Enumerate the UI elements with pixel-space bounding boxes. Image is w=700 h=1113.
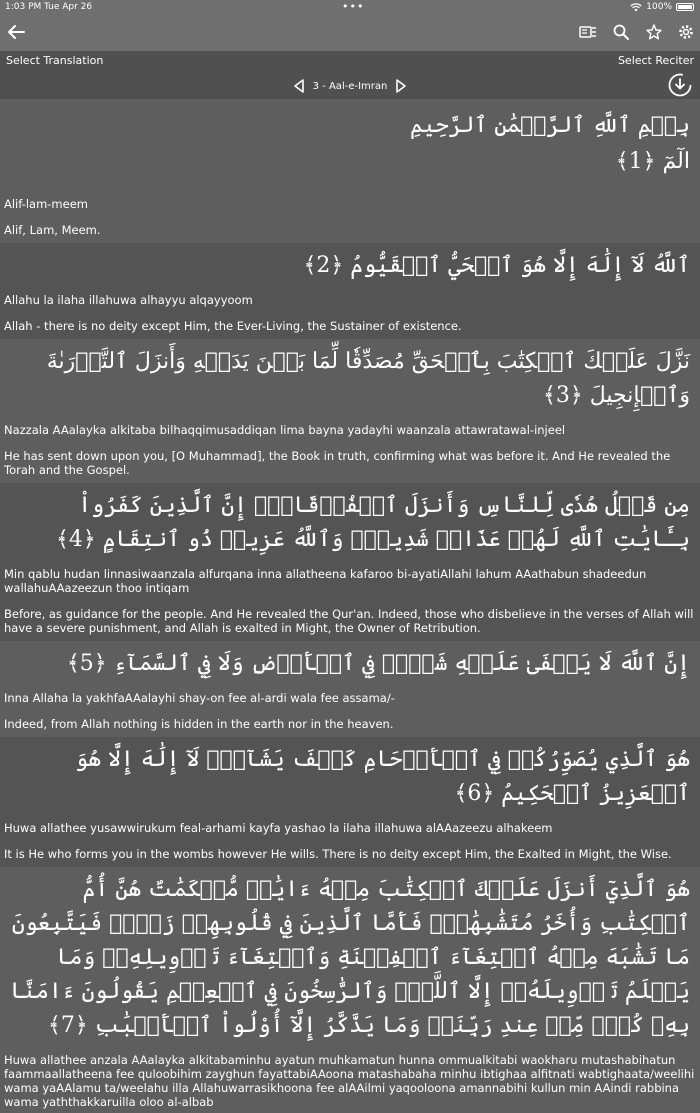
verse-block-2[interactable] [0, 243, 700, 339]
bismillah: بِسۡمِ ٱللَّهِ ٱلرَّحۡمَٰنِ ٱلرَّحِيمِ [409, 113, 690, 138]
verse-transliteration: Nazzala AAalayka alkitaba bilhaqqimusaddiqan lima bayna yadayhi waanzala attawratawal-injeel [4, 423, 566, 437]
verse-translation: It is He who forms you in the wombs however He wills. There is no deity except Him, the Exalted in Might, the Wise. [4, 847, 672, 861]
verse-block-3[interactable] [0, 339, 700, 483]
verse-transliteration: Inna Allaha la yakhfaAAalayhi shay-on fee al-ardi wala fee assama/- [4, 691, 395, 705]
verse-arabic: هُوَ ٱلَّذِيٓ أَنزَلَ عَلَيۡكَ ٱلۡكِتَٰبَ مِنۡهُ ءَايَٰتٞ مُّحۡكَمَٰتٌ هُنَّ أُمُّ ٱلۡكِتَٰبِ وَأُخَرُ مُتَشَٰبِهَٰتٞۖ فَأَمَّا ٱلَّذِينَ فِي قُلُوبِهِمۡ زَيۡغٞ فَيَتَّبِعُونَ مَا تَشَٰبَهَ مِنۡهُ ٱبۡتِغَآءَ ٱلۡفِتۡنَةِ وَٱبۡتِغَآءَ تَأۡوِيلِهِۦۖ وَمَا يَعۡلَمُ تَأۡوِيلَهُۥٓ إِلَّا ٱللَّهُۗ وَٱلرَّٰسِخُونَ فِي ٱلۡعِلۡمِ يَقُولُونَ ءَامَنَّا بِهِۦ كُلّٞ مِّنۡ عِندِ رَبِّنَاۗ وَمَا يَذَّكَّرُ إِلَّآ أُوْلُواْ ٱلۡأَلۡبَٰبِ ﴿7﴾ [10, 877, 690, 1038]
search-icon [613, 24, 629, 40]
verse-arabic: الٓمٓ ﴿1﴾ [615, 149, 690, 174]
status-time: 1:03 PM [5, 2, 42, 12]
wifi-icon [630, 3, 642, 12]
battery-percent: 100% [646, 2, 672, 12]
multitasking-dots[interactable]: ••• [342, 0, 365, 13]
verse-arabic: ٱللَّهُ لَآ إِلَٰهَ إِلَّا هُوَ ٱلۡحَيُّ ٱلۡقَيُّومُ ﴿2﴾ [303, 253, 690, 278]
bookmark-button[interactable] [642, 20, 666, 44]
settings-button[interactable] [674, 20, 698, 44]
previous-surah-icon[interactable] [293, 79, 305, 93]
surah-title: 3 - Aal-e-Imran [312, 80, 388, 92]
verse-transliteration: Alif-lam-meem [4, 197, 88, 211]
next-surah-icon[interactable] [395, 79, 407, 93]
reading-mode-button[interactable] [576, 20, 600, 44]
verse-block-4[interactable] [0, 483, 700, 641]
gear-icon [678, 24, 694, 40]
translation-toolbar [0, 51, 700, 99]
verse-block-1[interactable] [0, 99, 700, 243]
status-bar [0, 0, 700, 14]
verse-transliteration: Min qablu hudan linnasiwaanzala alfurqana inna allatheena kafaroo bi-ayatiAllahi lahum AAathabun shadeedun wallahuAAazeezun thoo intiqam [4, 567, 647, 595]
verse-translation: Allah - there is no deity except Him, the Ever-Living, the Sustainer of existence. [4, 319, 462, 333]
status-date: Tue Apr 26 [44, 2, 93, 12]
verse-arabic: إِنَّ ٱللَّهَ لَا يَخۡفَىٰ عَلَيۡهِ شَيۡءٞ فِي ٱلۡأَرۡضِ وَلَا فِي ٱلسَّمَآءِ ﴿5﴾ [66, 651, 690, 676]
verse-arabic: نَزَّلَ عَلَيۡكَ ٱلۡكِتَٰبَ بِٱلۡحَقِّ مُصَدِّقٗا لِّمَا بَيۡنَ يَدَيۡهِ وَأَنزَلَ ٱلتَّوۡرَىٰةَ وَٱلۡإِنجِيلَ ﴿3﴾ [46, 349, 690, 408]
star-icon [646, 24, 662, 40]
verse-translation: Indeed, from Allah nothing is hidden in the earth nor in the heaven. [4, 717, 394, 731]
select-reciter-button[interactable]: Select Reciter [617, 54, 694, 67]
verse-block-6[interactable] [0, 737, 700, 867]
verse-transliteration: Allahu la ilaha illahuwa alhayyu alqayyoom [4, 293, 253, 307]
verse-translation: Alif, Lam, Meem. [4, 223, 101, 237]
back-button[interactable] [4, 20, 28, 44]
status-right [630, 0, 694, 14]
verse-transliteration: Huwa allathee anzala AAalayka alkitabaminhu ayatun muhkamatun hunna ommualkitabi waokharu mutashabihatun faammaallatheena fee quloobihim zayghun fayattabiAAoona matashabaha minhu ibtighaa alfitnati wabtighaata/weelihi wama yaAAlamu ta/weelahu illa Allahuwarrasikhoona fee alAAilmi yaqooloona amannabihi kullun min AAindi rabbina wama yaththakkaruilla oloo al-albab [4, 1053, 695, 1109]
verse-block-5[interactable] [0, 641, 700, 737]
verse-transliteration: Huwa allathee yusawwirukum feal-arhami kayfa yashao la ilaha illahuwa alAAazeezu alhakeem [4, 821, 553, 835]
nav-bar [0, 14, 700, 51]
surah-navigator [0, 75, 700, 97]
download-audio-icon[interactable] [668, 73, 692, 97]
verse-translation: Before, as guidance for the people. And He revealed the Qur'an. Indeed, those who disbelieve in the verses of Allah will have a severe punishment, and Allah is exalted in Might, the Owner of Retribution. [4, 607, 694, 635]
verse-block-7[interactable] [0, 867, 700, 1113]
verse-list [0, 99, 700, 1109]
select-translation-button[interactable]: Select Translation [6, 54, 104, 67]
reading-mode-icon [579, 24, 597, 40]
battery-icon [676, 3, 694, 11]
verse-arabic: مِن قَبۡلُ هُدٗى لِّلنَّاسِ وَأَنزَلَ ٱلۡفُرۡقَانَۗ إِنَّ ٱلَّذِينَ كَفَرُواْ بِـَٔايَٰتِ ٱللَّهِ لَهُمۡ عَذَابٞ شَدِيدٞۗ وَٱللَّهُ عَزِيزٞ ذُو ٱنتِقَامٍ ﴿4﴾ [55, 493, 690, 552]
search-button[interactable] [609, 20, 633, 44]
verse-arabic: هُوَ ٱلَّذِي يُصَوِّرُكُمۡ فِي ٱلۡأَرۡحَامِ كَيۡفَ يَشَآءُۚ لَآ إِلَٰهَ إِلَّا هُوَ ٱلۡعَزِيزُ ٱلۡحَكِيمُ ﴿6﴾ [75, 747, 690, 806]
verse-translation: He has sent down upon you, [O Muhammad], the Book in truth, confirming what was before it. And He revealed the Torah and the Gospel. [4, 449, 671, 477]
back-arrow-icon [7, 24, 25, 40]
